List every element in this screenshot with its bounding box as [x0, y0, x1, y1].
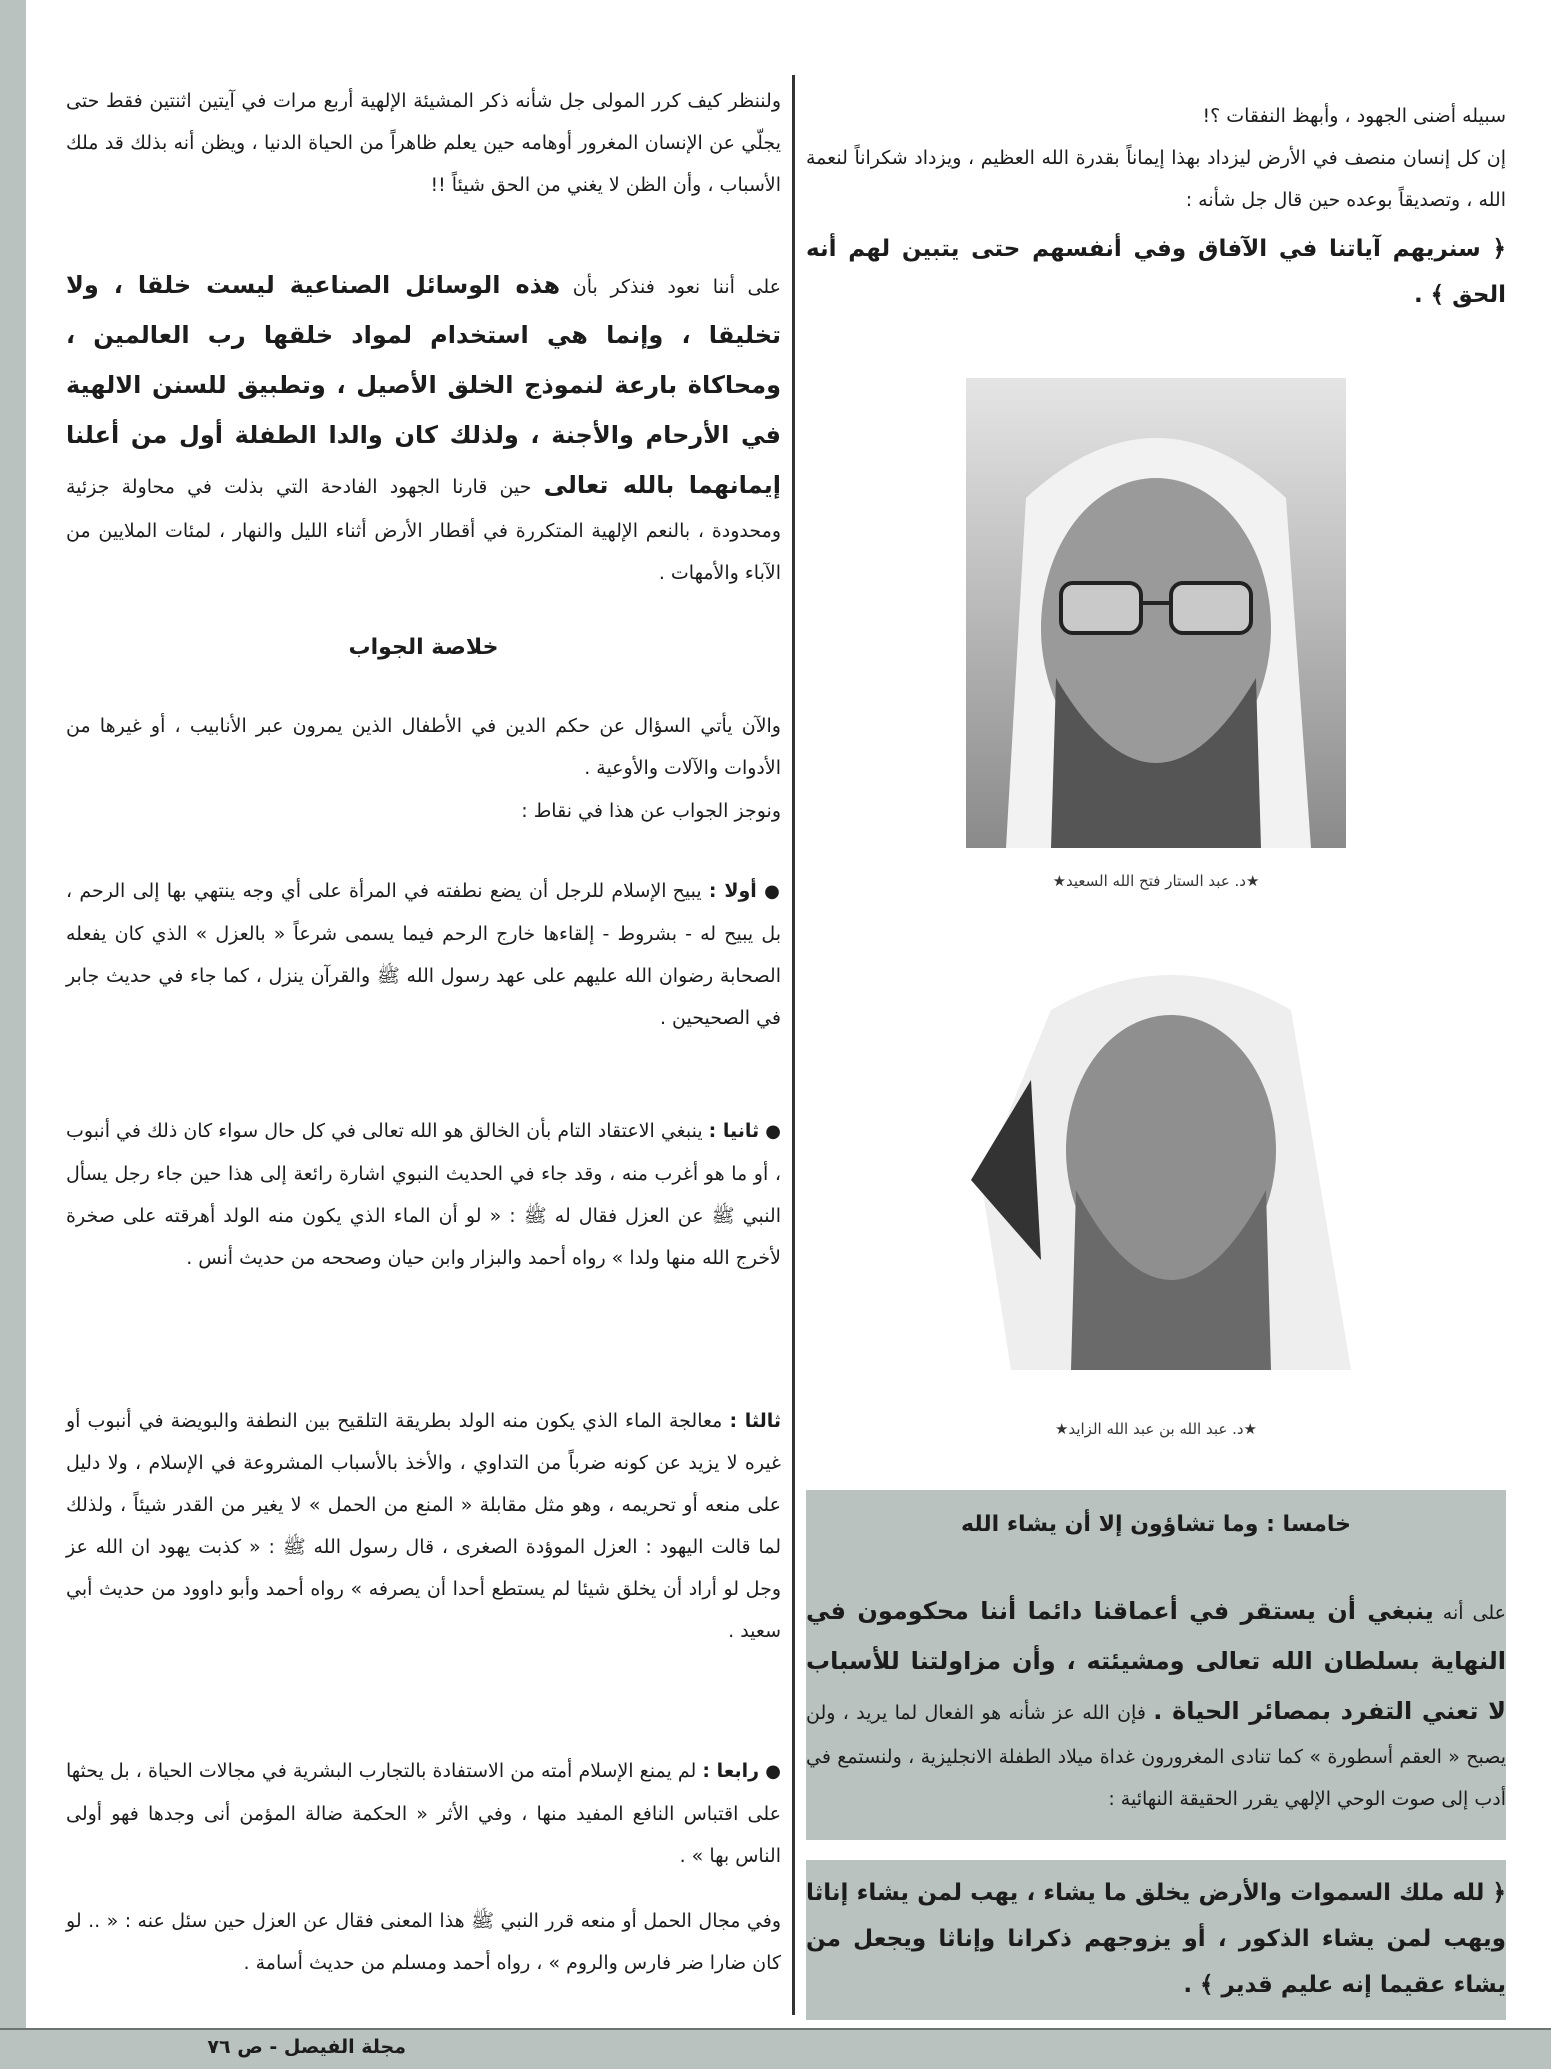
first-text: يبيح الإسلام للرجل أن يضع نطفته في المرأة على أي وجه ينتهي بها إلى الرحم ، بل يبيح له - بشروط - إلقاءها خارج الرحم فيما يسمى شرعاً « بالعزل » الذي كان يفعله الصحابة رضوان الله عليهم على عهد رسول الله ﷺ والقرآن ينزل ، كما جاء في حديث جابر في الصحيحين .: [66, 880, 781, 1029]
section-heading-box: [806, 1490, 1506, 1580]
first-label: أولا :: [708, 880, 757, 902]
second-text: ينبغي الاعتقاد التام بأن الخالق هو الله تعالى في كل حال سواء كان ذلك في أنبوب ، أو ما هو أغرب منه ، وقد جاء في الحديث النبوي اشارة رائعة إلى هذا حين جاء رجل يسأل النبي ﷺ عن العزل فقال له ﷺ : « لو أن الماء الذي يكون منه الولد أهرقته على صخرة لأخرج الله منها ولدا » رواه أحمد والبزار وابن حيان وصححه من حديث أنس .: [66, 1120, 781, 1269]
quran-verse-2: ﴿ لله ملك السموات والأرض يخلق ما يشاء ، يهب لمن يشاء إناثا ويهب لمن يشاء الذكور ، أو يزوجهم ذكرانا وإناثا ويجعل من يشاء عقيما إنه عليم قدير ﴾ .: [806, 1880, 1506, 1998]
portrait-photo-2: [971, 930, 1356, 1370]
photo-caption-1: ★د. عبد الستار فتح الله السعيد★: [1052, 872, 1260, 890]
paragraph-points-intro: ونوجز الجواب عن هذا في نقاط :: [521, 800, 781, 822]
page-footer: [0, 2028, 1551, 2069]
paragraph-means: [66, 260, 781, 594]
bullet-icon: ●: [764, 881, 781, 902]
paragraph-fifth: [806, 1580, 1506, 1820]
paragraph-opening: سبيله أضنى الجهود ، وأبهظ النفقات ؟!: [1202, 105, 1506, 127]
fourth-label: رابعا :: [702, 1760, 760, 1782]
bullet-icon: ●: [765, 1121, 781, 1142]
third-label: ثالثا :: [729, 1410, 781, 1432]
point-third: [66, 1400, 781, 1652]
fifth-rest: فإن الله عز شأنه هو الفعال لما يريد ، ولن يصبح « العقم أسطورة » كما تنادى المغرورون غداة ميلاد الطفلة الانجليزية ، ولنستمع في أدب إلى صوت الوحي الإلهي يقرر الحقيقة النهائية :: [806, 1702, 1506, 1810]
magazine-page: [26, 0, 1551, 2028]
paragraph-faith: إن كل إنسان منصف في الأرض ليزداد بهذا إيماناً بقدرة الله العظيم ، ويزداد شكراناً لنعمة الله ، وتصديقاً بوعده حين قال جل شأنه :: [806, 147, 1506, 211]
footer-page-number: مجلة الفيصل - ص ٧٦: [207, 2036, 406, 2058]
fourth-text: لم يمنع الإسلام أمته من الاستفادة بالتجارب البشرية في مجالات الحياة ، بل يحثها على اقتباس النافع المفيد منها ، وفي الأثر « الحكمة ضالة المؤمن أنى وجدها فهو أولى الناس بها » .: [66, 1760, 781, 1867]
paragraph-question: والآن يأتي السؤال عن حكم الدين في الأطفال الذين يمرون عبر الأنابيب ، أو غيرها من الأدوات والآلات والأوعية .: [66, 715, 781, 779]
portrait-2-figure: [971, 930, 1356, 1370]
point-second: [66, 1110, 781, 1279]
quran-verse-1: ﴿ سنريهم آياتنا في الآفاق وفي أنفسهم حتى يتبين لهم أنه الحق ﴾ .: [806, 236, 1506, 308]
heading-summary: خلاصة الجواب: [348, 635, 499, 660]
fifth-lead: على أنه: [1442, 1602, 1506, 1624]
paragraph-will: ولننظر كيف كرر المولى جل شأنه ذكر المشيئة الإلهية أربع مرات في آيتين اثنتين فقط حتى يجلّي عن الإنسان المغرور أوهامه حين يعلم ظاهراً من الحياة الدنيا ، ويظن أنه بذلك قد ملك الأسباب ، وأن الظن لا يغني من الحق شيئاً !!: [66, 90, 781, 196]
means-rest: حين قارنا الجهود الفادحة التي بذلت في محاولة جزئية ومحدودة ، بالنعم الإلهية المتكررة في أقطار الأرض أثناء الليل والنهار ، لمئات الملايين من الآباء والأمهات .: [66, 476, 781, 584]
column-divider: [792, 75, 795, 2015]
paragraph-prophet: وفي مجال الحمل أو منعه قرر النبي ﷺ هذا المعنى فقال عن العزل حين سئل عنه : « .. لو كان ضارا ضر فارس والروم » ، رواه أحمد ومسلم من حديث أسامة .: [66, 1910, 781, 1974]
verse-box: [806, 1860, 1506, 2020]
heading-fifth: خامسا : وما تشاؤون إلا أن يشاء الله: [961, 1512, 1351, 1537]
bullet-icon: ●: [765, 1761, 781, 1782]
third-text: معالجة الماء الذي يكون منه الولد بطريقة التلقيح بين النطفة والبويضة في أنبوب أو غيره لا يزيد عن كونه ضرباً من التداوي ، والأخذ بالأسباب المشروعة في الإسلام ، ولا دليل على منعه أو تحريمه ، وهو مثل مقابلة « المنع من الحمل » لا يغير من القدر شيئاً ، ولذلك لما قالت اليهود : العزل الموؤدة الصغرى ، قال رسول الله ﷺ : « كذبت يهود ان الله عز وجل لو أراد أن يخلق شيئا لم يستطع أحدا أن يصرفه » رواه أحمد وأبو داوود من حديث أبي سعيد .: [66, 1410, 781, 1642]
point-fourth: [66, 1750, 781, 1877]
photo-caption-2: ★د. عبد الله بن عبد الله الزايد★: [1055, 1420, 1257, 1438]
means-bold: هذه الوسائل الصناعية ليست خلقا ، ولا تخليقا ، وإنما هي استخدام لمواد خلقها رب العالمين ، ومحاكاة بارعة لنموذج الخلق الأصيل ، وتطبيق للسنن الالهية في الأرحام والأجنة ، ولذلك كان والدا الطفلة أول من أعلنا إيمانهما بالله تعالى: [66, 271, 781, 499]
portrait-1-figure: [966, 378, 1346, 848]
means-lead: على أننا نعود فنذكر بأن: [572, 276, 782, 298]
second-label: ثانيا :: [708, 1120, 760, 1142]
fifth-point-box: [806, 1580, 1506, 1840]
portrait-photo-1: [966, 378, 1346, 848]
point-first: [66, 870, 781, 1039]
fifth-bold: ينبغي أن يستقر في أعماقنا دائما أننا محكومون في النهاية بسلطان الله تعالى ومشيئته ، وأن مزاولتنا للأسباب لا تعني التفرد بمصائر الحياة .: [806, 1597, 1507, 1725]
